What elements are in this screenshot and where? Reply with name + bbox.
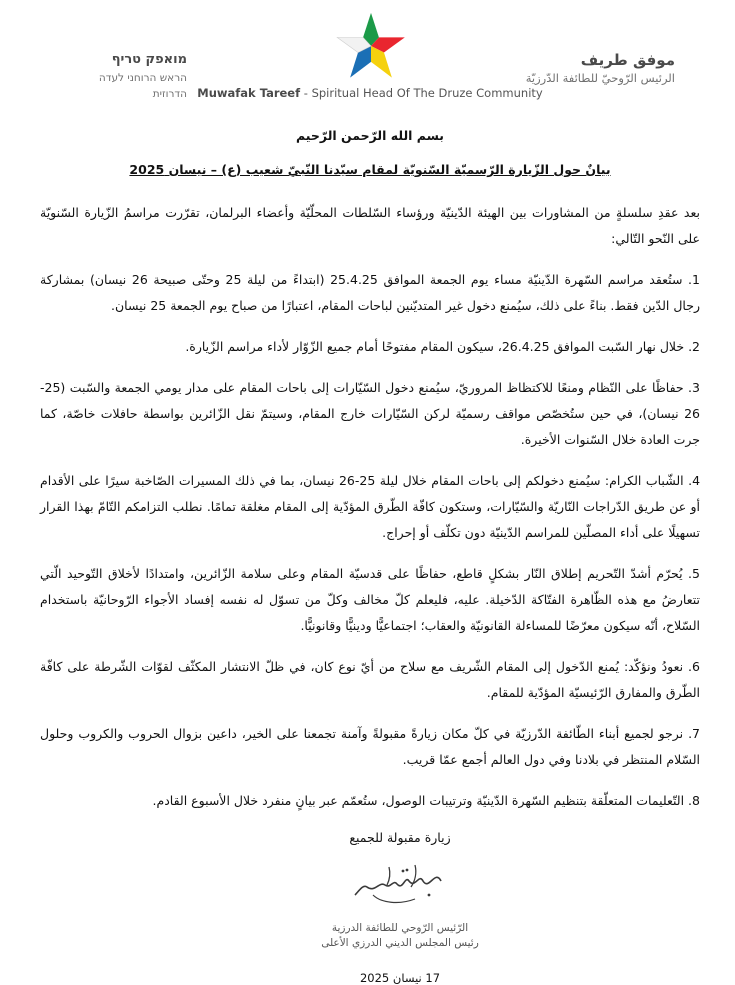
letterhead [0, 0, 735, 108]
druze-star-icon [335, 10, 407, 82]
hebrew-role: הראש הרוחני לעדה הדרוזית [98, 72, 187, 100]
list-item-8: 8. التّعليمات المتعلّقة بتنظيم السّهرة الدّينيّة وترتيبات الوصول، ستُعمّم عبر بيانٍ منفرد خلال الأسبوع القادم. [152, 793, 700, 808]
signature-image [345, 851, 455, 917]
list-item-3: 3. حفاظًا على النّظام ومنعًا للاكتظاظ المروريّ، سيُمنع دخول السّيّارات إلى باحات المقام على مدار يومي الجمعة والسّبت (25-26 نيسان)، في حين ستُخصّص مواقف رسميّة لركن السّيّارات خارج المقام، وسيتمّ نقل الزّائرين بواسطة حافلات خاصّة، كما جرت العادة خلال السّنوات الأخيرة. [40, 380, 700, 447]
intro-paragraph: بعد عقدِ سلسلةٍ من المشاورات بين الهيئة الدّينيّة ورؤساء السّلطات المحلّيّة وأعضاء البرلمان، تقرّرت مراسمُ الزّيارة السّنويّة على النّحو التّالي: [40, 205, 700, 246]
english-name: Muwafak Tareef [197, 86, 301, 100]
list-item-2: 2. خلال نهار السّبت الموافق 26.4.25، سيكون المقام مفتوحًا أمام جميع الزّوّار لأداء مراسم الزّيارة. [185, 339, 700, 354]
arabic-role: الرئيس الرّوحيّ للطائفة الدّرزيّة [525, 71, 675, 85]
signature-role-1: الرّئيس الرّوحي للطائفة الدرزية [331, 922, 469, 934]
list-item-4: 4. الشّباب الكرام: سيُمنع دخولكم إلى باحات المقام خلال ليلة 25-26 نيسان، بما في ذلك المسيرات الصّاخبة سيرًا على الأقدام أو عن طريق الدّراجات النّاريّة والسّيّارات، وستكون كافّة الطّرق المؤدّية إلى المقام مغلقة تمامًا. نطلب التزامكم التّامّ بهذا القرار تسهيلًا على أداء المصلّين للمراسم الدّينيّة دون تكلّف أو إحراج. [40, 473, 701, 540]
handwritten-signature [40, 851, 700, 921]
signature-role-2: رئيس المجلس الديني الدرزي الأعلى [321, 937, 479, 949]
list-item-7: 7. نرجو لجميع أبناء الطّائفة الدّرزيّة في كلّ مكان زيارةً مقبولةً وآمنة تجمعنا على الخير، داعين بزوال الحروب والكروب وحلول السّلام المنتظر في بلادنا وفي دول العالم أجمع عمّا قريب. [40, 726, 700, 767]
document-date: 17 نيسان 2025 [359, 971, 441, 985]
statement-body [40, 128, 700, 985]
basmala: بسم الله الرّحمن الرّحيم [296, 128, 444, 143]
list-item-1: 1. ستُعقد مراسم السّهرة الدّينيّة مساء يوم الجمعة الموافق 25.4.25 (ابتداءً من ليلة 25 وحتّى صبيحة 26 نيسان) بمشاركة رجال الدّين فقط. بناءً على ذلك، سيُمنع دخول غير المتديّنين لباحات المقام، اعتبارًا من صباح يوم الجمعة 25 نيسان. [40, 272, 700, 313]
arabic-letterhead [526, 50, 675, 86]
document-title: بيانٌ حول الزّيارة الرّسميّة السّنويّة لمقام سيّدنا النّبيّ شعيب (ع) – نيسان 2025 [129, 162, 611, 177]
closing-line: زيارة مقبولة للجميع [349, 830, 451, 845]
list-item-5: 5. يُحرّم أشدّ التّحريم إطلاق النّار بشكلٍ قاطع، حفاظًا على قدسيّة المقام وعلى سلامة الزّائرين، وامتدادًا لأخلاق التّوحيد الّتي تتعارضُ مع هذه الظّاهرة الفتّاكة الدّخيلة. عليه، فليعلم كلّ مخالف وكلّ من تسوّل له نفسه إفساد الأجواء الرّوحانيّة باستخدام السّلاح، أنّه سيكون معرّضًا للمساءلة القانونيّة والعقاب؛ اجتماعيًّا ودينيًّا وقانونيًّا. [40, 566, 700, 633]
arabic-name: موفق طريف [580, 51, 675, 69]
hebrew-name: מואפק טריף [111, 52, 187, 67]
hebrew-letterhead [62, 50, 187, 102]
english-role: - Spiritual Head Of The Druze Community [300, 86, 543, 100]
list-item-6: 6. نعودُ ونؤكّد: يُمنع الدّخول إلى المقام الشّريف مع سلاح من أيّ نوع كان، في ظلّ الانتشار المكثّف لقوّات الشّرطة على كافّة الطّرق والمفارق الرّئيسيّة المؤدّية للمقام. [40, 659, 700, 700]
english-letterhead [180, 86, 560, 100]
